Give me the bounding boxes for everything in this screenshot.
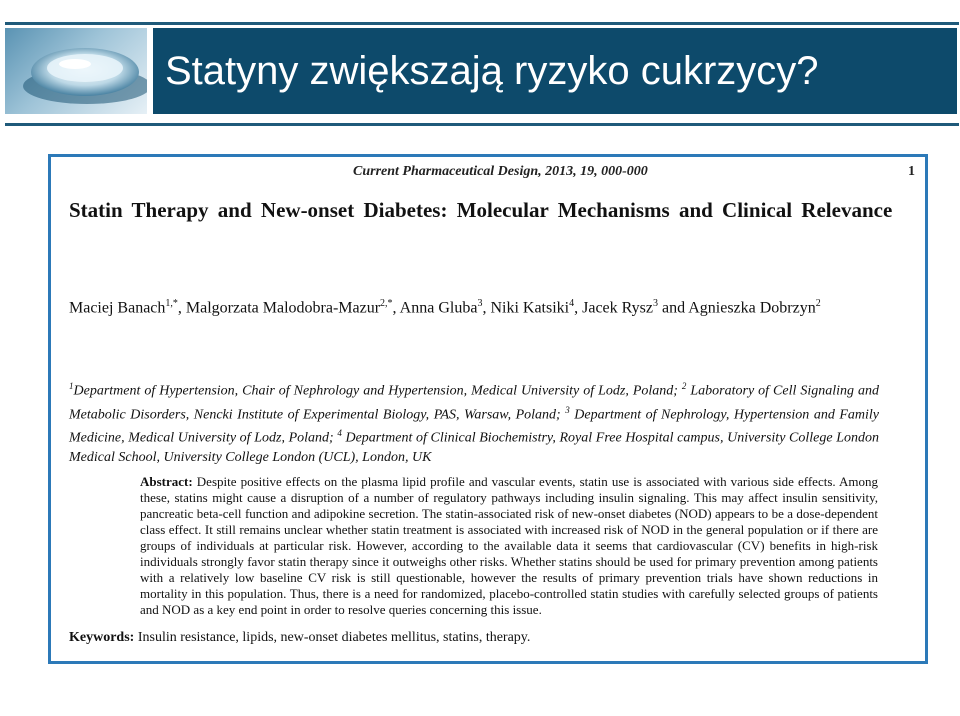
keywords-label: Keywords: [69,630,135,645]
affiliation-sup: 4 [337,428,342,439]
affiliation-sup: 3 [565,404,570,415]
author-name: Maciej Banach [69,299,166,317]
author-name: Malgorzata Malodobra-Mazur [185,299,381,317]
affiliation-text: Department of Hypertension, Chair of Nephrology and Hypertension, Medical University of Lodz, Poland; [73,383,682,399]
author-sup: 2 [815,298,821,309]
author-name: Anna Gluba [399,299,478,317]
lens-logo-icon [5,28,147,114]
author-sep: , [177,299,186,317]
author-sep: , [574,299,583,317]
author-name: Jacek Rysz [582,299,653,317]
author-sep: , [392,299,400,317]
author-sep: , [482,299,491,317]
author-sup: 3 [653,298,658,309]
affiliation-text: Laboratory of Cell Signaling and Metabolic Disorders, Nencki Institute of Experimental Biology, PAS, Warsaw, Poland; [69,383,879,423]
author-sup: 1,* [165,298,178,309]
keywords [69,630,869,646]
abstract-label: Abstract: [140,474,193,489]
affiliation-sup: 1 [69,381,74,391]
affiliation-text: Department of Clinical Biochemistry, Royal Free Hospital campus, University College London Medical School, University College London (UCL), London, UK [69,430,880,465]
author-list [69,293,909,319]
slide-title: Statyny zwiększają ryzyko cukrzycy? [153,28,957,114]
page-number: 1 [908,164,915,179]
affiliations [69,377,879,467]
author-name: Agnieszka Dobrzyn [688,299,816,317]
author-sep: and [658,299,689,317]
author-sup: 3 [477,298,483,309]
journal-citation: Current Pharmaceutical Design, 2013, 19, 000-000 [353,164,648,179]
logo-image [5,28,147,114]
paper-title: Statin Therapy and New-onset Diabetes: Molecular Mechanisms and Clinical Relevance [69,198,893,222]
abstract [140,474,878,618]
author-sup: 4 [569,298,575,309]
keywords-text: Insulin resistance, lipids, new-onset diabetes mellitus, statins, therapy. [134,630,531,645]
author-name: Niki Katsiki [490,299,570,317]
author-sup: 2,* [380,298,393,309]
affiliation-sup: 2 [681,381,687,391]
affiliation-text: Department of Nephrology, Hypertension and Family Medicine, Medical University of Lodz, Poland; [69,407,879,446]
abstract-text: Despite positive effects on the plasma lipid profile and vascular events, statin use is associated with various side effects. Among these, statins might cause a disruption of a number of regulatory pathways including insulin signaling. This may affect insulin sensitivity, pancreatic beta-cell function and adipokine secretion. The statin-associated risk of new-onset diabetes (NOD) appears to be a dose-dependent class effect. It still remains unclear whether statin treatment is associated with increased risk of NOD in the general population or if there are groups of individuals at particular risk. However, according to the available data it seems that cardiovascular (CV) benefits in high-risk individuals strongly favor statin therapy since it outweighs other risks. Whether statins should be used for primary prevention among patients with a relatively low baseline CV risk is still questionable, however the results of primary prevention trials have shown reductions in mortality in this population. Thus, there is a need for randomized, placebo-controlled statin studies with carefully selected groups of patients and NOD as a key end point in order to resolve queries concerning this issue. [140,474,878,617]
